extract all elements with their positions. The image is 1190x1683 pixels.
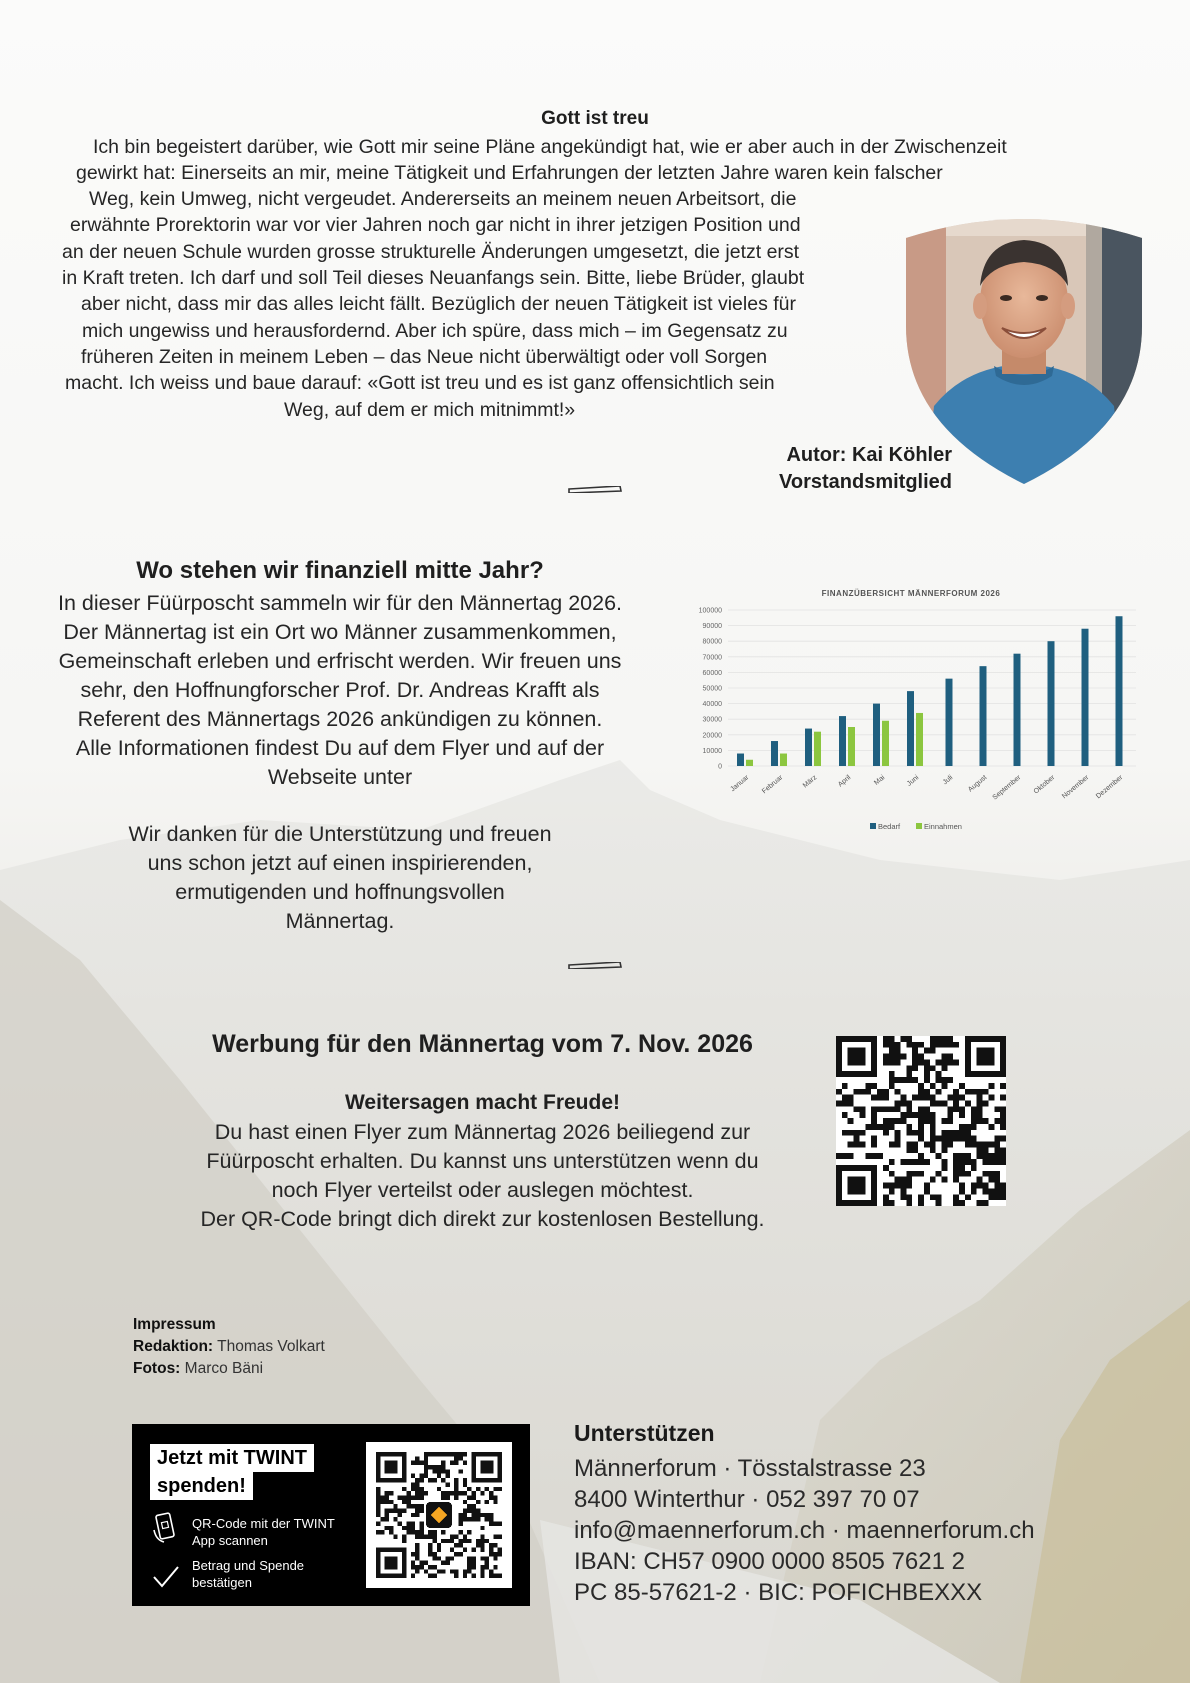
chart-x-tick-label: Januar: [729, 774, 751, 794]
chart-legend-label: Einnahmen: [924, 822, 962, 831]
fotos-label: Fotos:: [133, 1360, 181, 1377]
article1-line: Weg, kein Umweg, nicht vergeudet. Andererseits an meinem neuen Arbeitsort, die: [89, 188, 797, 210]
twint-qr-frame: [366, 1442, 512, 1588]
chart-x-tick-label: November: [1061, 774, 1091, 801]
chart-bar-einnahmen: [780, 754, 787, 766]
chart-bar-bedarf: [771, 741, 778, 766]
support-email-web[interactable]: info@maennerforum.ch · maennerforum.ch: [574, 1517, 1035, 1544]
article3-line: Der QR-Code bringt dich direkt zur kostenlosen Bestellung.: [200, 1207, 765, 1231]
twint-donation-box: [132, 1424, 530, 1606]
article2-closing-line: Männertag.: [285, 909, 395, 933]
support-address: Männerforum · Tösstalstrasse 23: [574, 1455, 926, 1482]
chart-x-tick-label: Dezember: [1095, 774, 1125, 801]
author-name: Autor: Kai Köhler: [786, 444, 952, 466]
chart-legend-swatch: [870, 823, 876, 829]
chart-y-tick-label: 0: [718, 763, 722, 771]
article1-line: erwähnte Prorektorin war vor vier Jahren noch gar nicht in ihrer jetzigen Position und: [70, 214, 801, 236]
chart-y-tick-label: 80000: [702, 638, 722, 646]
chart-bar-bedarf: [907, 691, 914, 766]
article2-line: Webseite unter: [267, 765, 413, 789]
chart-x-tick-label: Oktober: [1032, 774, 1057, 796]
phone-scan-icon: [152, 1512, 180, 1544]
article3-title: Werbung für den Männertag vom 7. Nov. 2026: [212, 1030, 753, 1058]
chart-y-tick-label: 60000: [702, 669, 722, 677]
redaktion-label: Redaktion:: [133, 1338, 214, 1355]
chart-bar-bedarf: [737, 754, 744, 766]
chart-y-tick-label: 10000: [702, 747, 722, 755]
article2-line: Gemeinschaft erleben und erfrischt werden. Wir freuen uns: [58, 649, 622, 673]
support-iban: IBAN: CH57 0900 0000 8505 7621 2: [574, 1548, 965, 1575]
chart-y-tick-label: 30000: [702, 716, 722, 724]
chart-bar-bedarf: [946, 679, 953, 766]
article3-line: Füürposcht erhalten. Du kannst uns unterstützen wenn du: [206, 1149, 759, 1173]
chart-bar-einnahmen: [814, 732, 821, 766]
article3-subtitle: Weitersagen macht Freude!: [344, 1091, 621, 1114]
article1-line: früheren Zeiten in meinem Leben – das Neue nicht überwältigt oder voll Sorgen: [81, 346, 768, 368]
author-role: Vorstandsmitglied: [779, 471, 952, 493]
section-divider: [568, 962, 622, 969]
chart-bar-einnahmen: [882, 721, 889, 766]
chart-bar-bedarf: [1014, 654, 1021, 766]
twint-step-confirm: Betrag und Spende bestätigen: [192, 1558, 305, 1590]
chart-x-tick-label: Juni: [905, 774, 921, 788]
article2-title: Wo stehen wir finanziell mitte Jahr?: [136, 557, 544, 584]
impressum-heading: Impressum: [133, 1316, 216, 1333]
impressum: [133, 1314, 325, 1380]
article1-line: in Kraft treten. Ich darf und soll Teil dieses Neuanfangs sein. Bitte, liebe Brüder, glaubt: [62, 267, 805, 289]
section-divider: [568, 486, 622, 493]
chart-x-tick-label: August: [967, 774, 989, 794]
chart-y-tick-label: 100000: [698, 607, 722, 615]
chart-y-tick-label: 70000: [702, 654, 722, 662]
article1-line: an der neuen Schule wurden grosse strukturelle Änderungen umgesetzt, die jetzt erst: [62, 241, 800, 263]
checkmark-icon: [152, 1561, 180, 1593]
article1-line: gewirkt hat: Einerseits an mir, meine Tätigkeit und Erfahrungen der letzten Jahre waren kein falscher: [76, 162, 943, 184]
twint-headline: [150, 1444, 326, 1500]
article2-closing-line: Wir danken für die Unterstützung und freuen: [128, 822, 552, 846]
support-title: Unterstützen: [574, 1420, 715, 1446]
article2-line: In dieser Füürposcht sammeln wir für den Männertag 2026.: [57, 591, 623, 615]
article3-body: [120, 1118, 845, 1234]
chart-bar-bedarf: [873, 704, 880, 766]
chart-title: FINANZÜBERSICHT MÄNNERFORUM 2026: [821, 589, 1001, 598]
chart-y-tick-label: 20000: [702, 732, 722, 740]
chart-legend-swatch: [916, 823, 922, 829]
chart-legend-label: Bedarf: [878, 822, 901, 831]
chart-x-tick-label: März: [801, 774, 819, 790]
chart-x-tick-label: April: [837, 774, 853, 789]
article2-line: sehr, den Hoffnungforscher Prof. Dr. Andreas Krafft als: [80, 678, 600, 702]
article1-line: macht. Ich weiss und baue darauf: «Gott ist treu und es ist ganz offensichtlich sein: [65, 372, 775, 394]
article2-line: Alle Informationen findest Du auf dem Flyer und auf der: [75, 736, 605, 760]
chart-x-tick-label: September: [991, 774, 1023, 802]
chart-bar-einnahmen: [848, 727, 855, 766]
chart-bar-bedarf: [1048, 641, 1055, 766]
fotos-value: Marco Bäni: [180, 1360, 264, 1377]
article3-line: noch Flyer verteilst oder auslegen möchtest.: [271, 1178, 694, 1202]
chart-bar-einnahmen: [916, 713, 923, 766]
twint-headline-line2: spenden!: [150, 1472, 253, 1500]
chart-y-tick-label: 50000: [702, 685, 722, 693]
article1-line: Weg, auf dem er mich mitnimmt!»: [284, 399, 576, 421]
article2-closing-line: ermutigenden und hoffnungsvollen: [175, 880, 505, 904]
chart-y-tick-label: 40000: [702, 701, 722, 709]
support-city-phone[interactable]: 8400 Winterthur · 052 397 70 07: [574, 1486, 920, 1513]
article3-line: Du hast einen Flyer zum Männertag 2026 beiliegend zur: [214, 1120, 751, 1144]
article2-line: Referent des Männertags 2026 ankündigen zu können.: [77, 707, 603, 731]
chart-x-tick-label: Mai: [873, 774, 887, 787]
chart-bar-bedarf: [1082, 629, 1089, 766]
chart-bar-einnahmen: [746, 760, 753, 766]
article2-closing-line: uns schon jetzt auf einen inspirierenden,: [147, 851, 533, 875]
support-contact: [574, 1420, 1094, 1608]
chart-bar-bedarf: [1116, 616, 1123, 766]
chart-x-tick-label: Juli: [941, 774, 955, 787]
article1-line: mich ungewiss und herausfordernd. Aber ich spüre, dass mich – im Gegensatz zu: [82, 320, 788, 342]
article1-line: Ich bin begeistert darüber, wie Gott mir seine Pläne angekündigt hat, wie er aber auch in der Zwischenzeit: [93, 136, 1007, 158]
redaktion-value: Thomas Volkart: [213, 1338, 325, 1355]
article2-body: [20, 589, 660, 792]
article2-closing: [20, 820, 660, 936]
chart-bar-bedarf: [805, 729, 812, 766]
flyer-order-qr-code[interactable]: [836, 1036, 1006, 1206]
twint-qr-code[interactable]: [376, 1452, 502, 1578]
twint-step-scan: QR-Code mit der TWINT App scannen: [192, 1516, 335, 1548]
article2-line: Der Männertag ist ein Ort wo Männer zusammenkommen,: [63, 620, 617, 644]
finance-bar-chart: [676, 582, 1146, 837]
chart-y-tick-label: 90000: [702, 623, 722, 631]
chart-bar-bedarf: [839, 716, 846, 766]
support-pc-bic: PC 85-57621-2 · BIC: POFICHBEXXX: [574, 1579, 983, 1606]
chart-x-tick-label: Februar: [761, 774, 785, 796]
article1-line: aber nicht, dass mir das alles leicht fällt. Bezüglich der neuen Tätigkeit ist vieles für: [81, 293, 796, 315]
chart-bar-bedarf: [980, 666, 987, 766]
twint-headline-line1: Jetzt mit TWINT: [150, 1444, 314, 1472]
article1-title: Gott ist treu: [541, 108, 649, 129]
author-credit: [779, 442, 952, 496]
